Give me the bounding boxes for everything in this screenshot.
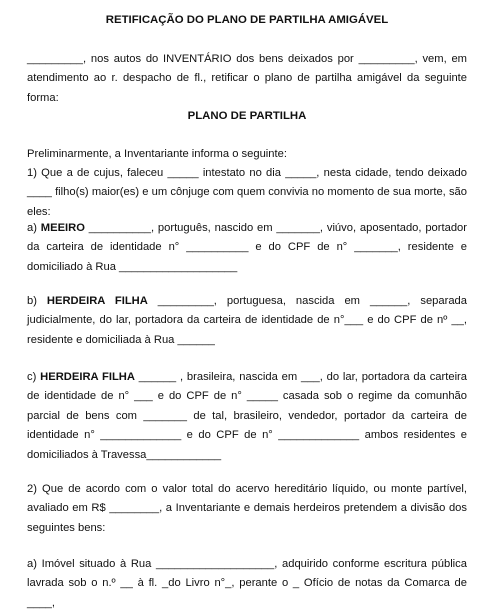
intro-paragraph xyxy=(27,50,467,108)
intro-text-1: , nos autos do INVENTÁRIO dos bens deixados por xyxy=(83,53,359,65)
intro-text-2: , vem, em atendimento ao r. despacho de fl., retificar o plano de partilha amigável da seguinte forma: xyxy=(27,53,468,104)
heir-a-label: MEEIRO xyxy=(40,222,85,234)
intro-blank-deceased: _________ xyxy=(358,53,415,65)
heir-c-label: HERDEIRA FILHA xyxy=(40,371,135,383)
asset-a-paragraph: a) Imóvel situado à Rua ___________________, adquirido conforme escritura pública lavrada sob o n.º __ à fl. _do Livro n°_, perante o _ Ofício de notas da Comarca de ____, xyxy=(27,558,467,609)
heir-a-prefix: a) xyxy=(27,222,41,234)
heir-a-paragraph xyxy=(27,219,467,277)
heir-b-label: HERDEIRA FILHA xyxy=(46,295,148,307)
heir-c-prefix: c) xyxy=(27,371,41,383)
heir-c-paragraph xyxy=(27,368,467,465)
item-1-paragraph: 1) Que a de cujus, faleceu _____ intestato no dia _____, nesta cidade, tendo deixado ____ filho(s) maior(es) e um cônjuge com quem convivia no momento de sua morte, são eles: xyxy=(27,167,467,218)
heir-c-text: ______ , brasileira, nascida em ___, do lar, portadora da carteira de identidade de n° ___ e do CPF de n° _____ casada sob o regime da comunhão parcial de bens com _______ de tal, brasileiro, vendedor, portador da carteira de identidade n° _____________ e do CPF de n° _____________ ambos residentes e domiciliados à Travessa____________ xyxy=(27,371,468,461)
heir-a-text: __________, português, nascido em _______, viúvo, aposentado, portador da carteira de identidade n° __________ e do CPF de n° _______, residente e domiciliado à Rua ___________________ xyxy=(27,222,467,273)
intro-blank-petitioner: _________ xyxy=(27,53,83,65)
document-title: RETIFICAÇÃO DO PLANO DE PARTILHA AMIGÁVEL xyxy=(105,14,389,26)
heir-b-paragraph xyxy=(27,292,467,350)
heir-b-prefix: b) xyxy=(27,295,47,307)
section-title: PLANO DE PARTILHA xyxy=(187,110,307,122)
item-2-paragraph: 2) Que de acordo com o valor total do acervo hereditário líquido, ou monte partível, avaliado em R$ ________, a Inventariante e demais herdeiros pretendem a divisão dos seguintes bens: xyxy=(27,483,467,534)
heir-b-text: _________, portuguesa, nascida em ______, separada judicialmente, do lar, portadora da carteira de identidade de n°___ e do CPF de nº __, residente e domiciliada à Rua ______ xyxy=(27,295,468,346)
preliminary-paragraph: Preliminarmente, a Inventariante informa o seguinte: xyxy=(27,148,287,160)
